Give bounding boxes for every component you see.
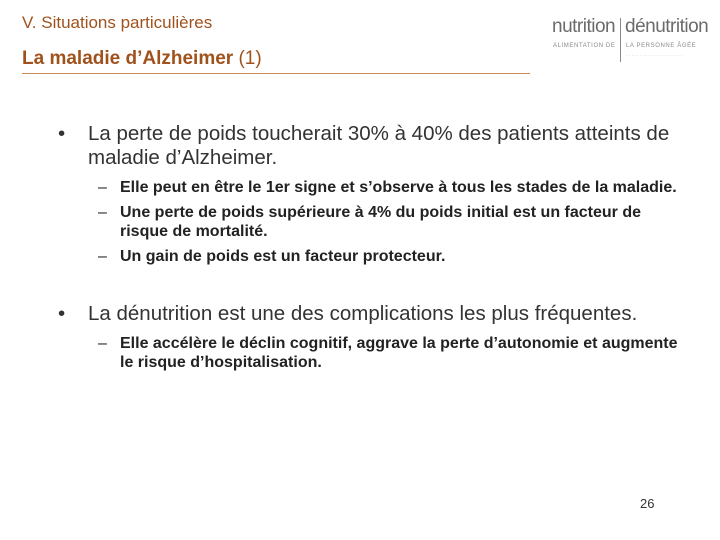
sub-item (88, 247, 688, 266)
logo-subtitle-right: LA PERSONNE ÂGÉE (626, 43, 697, 49)
dash-icon: – (98, 179, 107, 196)
logo-fine-print: · · · · · · · · · · · · · · · · · · · · · (626, 53, 683, 58)
bullet-dot: • (58, 302, 66, 325)
sub-item-text: Une perte de poids supérieure à 4% du poids initial est un facteur de risque de mortalité. (120, 204, 641, 240)
bullet-1-subs (88, 178, 688, 266)
logo-word-nutrition: nutrition (552, 16, 616, 37)
dash-icon: – (98, 204, 107, 221)
sub-item-text: Un gain de poids est un facteur protecteur. (120, 248, 446, 265)
slide-title-suffix: (1) (233, 48, 262, 69)
bullet-1-text: La perte de poids toucherait 30% à 40% des patients atteints de maladie d’Alzheimer. (88, 122, 670, 169)
sub-item (88, 178, 688, 197)
bullet-2 (58, 302, 688, 326)
sub-item-text: Elle peut en être le 1er signe et s’observe à tous les stades de la maladie. (120, 179, 677, 196)
logo (552, 16, 709, 66)
page-number: 26 (640, 496, 655, 511)
dash-icon: – (98, 335, 107, 352)
dash-icon: – (98, 248, 107, 265)
bullet-2-text: La dénutrition est une des complications les plus fréquentes. (88, 302, 638, 325)
sub-item (88, 334, 688, 372)
sub-item-text: Elle accélère le déclin cognitif, aggrave la perte d’autonomie et augmente le risque d’hospitalisation. (120, 335, 678, 371)
section-heading: V. Situations particulières (22, 13, 213, 32)
title-underline (22, 73, 530, 74)
bullet-1 (58, 122, 688, 170)
sub-item (88, 203, 688, 241)
slide-content (58, 122, 688, 378)
slide-title (22, 48, 262, 70)
logo-word-denutrition: dénutrition (625, 16, 709, 37)
slide-title-main: La maladie d’Alzheimer (22, 48, 234, 69)
bullet-2-subs (88, 334, 688, 372)
bullet-dot: • (58, 122, 66, 145)
logo-divider (620, 18, 621, 62)
logo-subtitle-left: ALIMENTATION DE (553, 43, 616, 49)
